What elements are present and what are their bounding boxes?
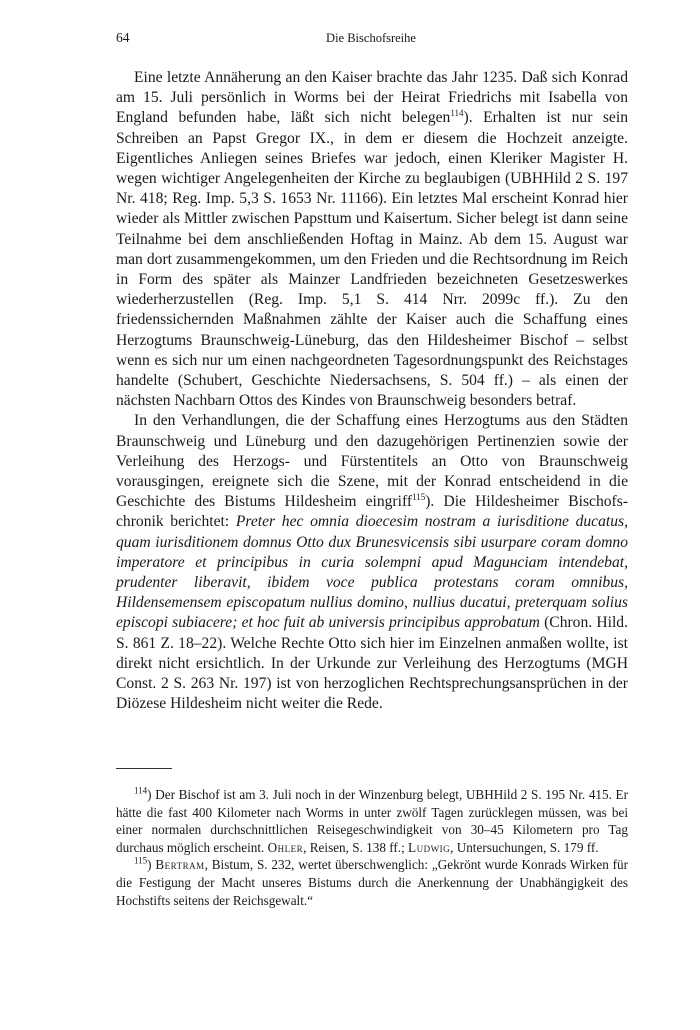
- footnotes: [116, 786, 628, 909]
- running-title: Die Bischofsreihe: [326, 31, 416, 45]
- footnote-114: $^{114}$) Der Bischof ist am 3. Juli noch in der Winzenburg belegt, UBHHild 2 S. 195 Nr. 415. Er hätte die fast 400 Kilometer nach Worms in unter zwölf Tagen zurücklegen müssen, was bei einer normalen durchschnittlichen Reisegeschwindigkeit von 30–45 Kilometern pro Tag durchaus möglich erscheint. Ohler, Reisen, S. 138 ff.; Ludwig, Untersuchungen, S. 179 ff.: [116, 785, 628, 855]
- page-number: 64: [116, 30, 130, 45]
- latin-quotation: Preter hec omnia dioecesim nostram a iurisditione ducatus, quam iurisditionem domnus Otto dux Brunesvicensis sibi usurpare coram domno imperatore et principibus in curia solempni apud Maguнciam intendebat, prudenter liberavit, ibidem voce publica protestans coram omnibus, Hildensemensem episcopatum nullius domino, nullius ducatui, preterquam solius episcopi subiacere; et hoc fuit ab universis principibus approbatum: [116, 513, 629, 632]
- main-text: [116, 68, 628, 715]
- footnote-ref-115: 115: [412, 492, 426, 503]
- footnote-115: $^{115}$) Bertram, Bistum, S. 232, wertet überschwenglich: „Gekrönt wurde Konrads Wirken für die Festigung der Macht unseres Bistums durch die Anerkennung der Unabhängigkeit des Hochstifts seitens der Reichsgewalt.“: [116, 855, 628, 908]
- page-header: [116, 30, 626, 52]
- footnote-separator: [116, 768, 172, 769]
- paragraph-1: Eine letzte Annäherung an den Kaiser brachte das Jahr 1235. Daß sich Konrad am 15. Juli persönlich in Worms bei der Heirat Friedrichs mit Isabella von England befunden habe, läßt sich nicht belegen$^{114}$). Erhalten ist nur sein Schreiben an Papst Gregor IX., in dem er diesem die Hochzeit anzeigte. Eigentliches Anliegen seines Briefes war jedoch, einen Kleriker Magister H. wegen wichtiger Angelegenheiten der Kirche zu beglaubigen (UBHHild 2 S. 197 Nr. 418; Reg. Imp. 5,3 S. 1653 Nr. 11166). Ein letztes Mal erscheint Konrad hier wieder als Mittler zwischen Papsttum und Kaisertum. Sicher belegt ist dann seine Teilnahme bei dem anschließenden Hoftag in Mainz. Ab dem 15. August war man dort zusammengekommen, um den Frieden und die Rechtsordnung im Reich in Form des später als Mainzer Landfrieden bezeichneten Gesetzeswerkes wiederherzustellen (Reg. Imp. 5,1 S. 414 Nrr. 2099c ff.). Zu den friedenssichernden Maßnahmen zählte der Kaiser auch die Schaffung eines Herzogtums Braunschweig-Lüneburg, das den Hildesheimer Bischof – selbst wenn es sich nur um einen nachgeordneten Tagesordnungspunkt des Reichstages handelte (Schubert, Geschichte Niedersachsens, S. 504 ff.) – als einen der nächsten Nachbarn Ottos des Kindes von Braunschweig besonders betraf.: [116, 69, 628, 410]
- footnote-ref-114: 114: [450, 108, 464, 119]
- paragraph-2: In den Verhandlungen, die der Schaffung eines Herzogtums aus den Städten Braunschweig und Lüneburg und den dazugehörigen Pertinenzien sowie der Verleihung des Herzogs- und Fürstentitels an Otto von Braunschweig vorausgingen, ereignete sich die Szene, mit der Konrad entscheidend in die Geschichte des Bistums Hildesheim eingriff$^{115}$). Die Hildesheimer Bischofschronik berichtet: Preter hec omnia dioecesim nostram a iurisditione ducatus, quam iurisditionem domnus Otto dux Brunesvicensis sibi usurpare coram domno imperatore et principibus in curia solempni apud Maguнciam intendebat, prudenter liberavit, ibidem voce publica protestans coram omnibus, Hildensemensem episcopatum nullius domino, nullius ducatui, preterquam solius episcopi subiacere; et hoc fuit ab universis principibus approbatum (Chron. Hild. S. 861 Z. 18–22). Welche Rechte Otto sich hier im Einzelnen anmaßen wollte, ist direkt nicht ersichtlich. In der Urkunde zur Verleihung des Herzogtums (MGH Const. 2 S. 263 Nr. 197) ist von herzoglichen Rechtsprechungsansprüchen in der Diözese Hildesheim nicht weiter die Rede.: [116, 412, 629, 713]
